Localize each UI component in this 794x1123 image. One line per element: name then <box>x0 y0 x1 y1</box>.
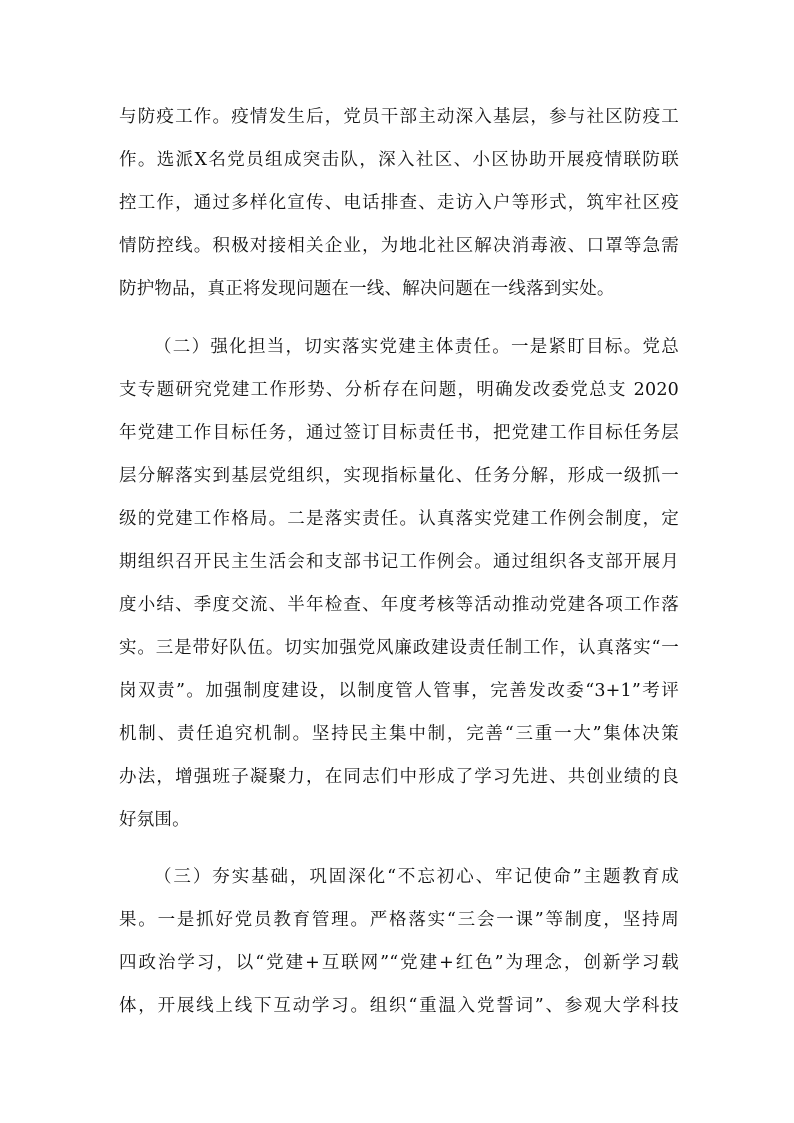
text-line: 机制、责任追究机制。坚持民主集中制，完善“三重一大”集体决策 <box>119 724 679 744</box>
text-line: 期组织召开民主生活会和支部书记工作例会。通过组织各支部开展月 <box>119 552 679 572</box>
text-line: 四政治学习，以“党建+互联网”“党建+红色”为理念，创新学习载 <box>119 953 679 973</box>
text-line: 实。三是带好队伍。切实加强党风廉政建设责任制工作，认真落实“一 <box>119 638 679 658</box>
text-line: 作。选派X名党员组成突击队，深入社区、小区协助开展疫情联防联 <box>119 150 679 170</box>
text-line: 情防控线。积极对接相关企业，为地北社区解决消毒液、口罩等急需 <box>119 236 679 256</box>
text-line: 与防疫工作。疫情发生后，党员干部主动深入基层，参与社区防疫工 <box>119 107 679 127</box>
text-line: 果。一是抓好党员教育管理。严格落实“三会一课”等制度，坚持周 <box>119 910 679 930</box>
text-line: 层分解落实到基层党组织，实现指标量化、任务分解，形成一级抓一 <box>119 466 679 486</box>
text-line: 年党建工作目标任务，通过签订目标责任书，把党建工作目标任务层 <box>119 423 679 443</box>
text-line: 岗双责”。加强制度建设，以制度管人管事，完善发改委“3+1”考评 <box>119 681 679 701</box>
text-line: 体，开展线上线下互动学习。组织“重温入党誓词”、参观大学科技 <box>119 996 679 1016</box>
text-line: 支专题研究党建工作形势、分析存在问题，明确发改委党总支 2020 <box>119 380 679 400</box>
text-line: 度小结、季度交流、半年检查、年度考核等活动推动党建各项工作落 <box>119 595 679 615</box>
text-line: （二）强化担当，切实落实党建主体责任。一是紧盯目标。党总 <box>154 337 679 357</box>
text-line: 级的党建工作格局。二是落实责任。认真落实党建工作例会制度，定 <box>119 509 679 529</box>
text-line: 办法，增强班子凝聚力，在同志们中形成了学习先进、共创业绩的良 <box>119 767 679 787</box>
text-line: （三）夯实基础，巩固深化“不忘初心、牢记使命”主题教育成 <box>154 867 679 887</box>
text-line: 防护物品，真正将发现问题在一线、解决问题在一线落到实处。 <box>119 279 615 299</box>
text-line: 好氛围。 <box>119 810 190 830</box>
text-line: 控工作，通过多样化宣传、电话排查、走访入户等形式，筑牢社区疫 <box>119 193 679 213</box>
